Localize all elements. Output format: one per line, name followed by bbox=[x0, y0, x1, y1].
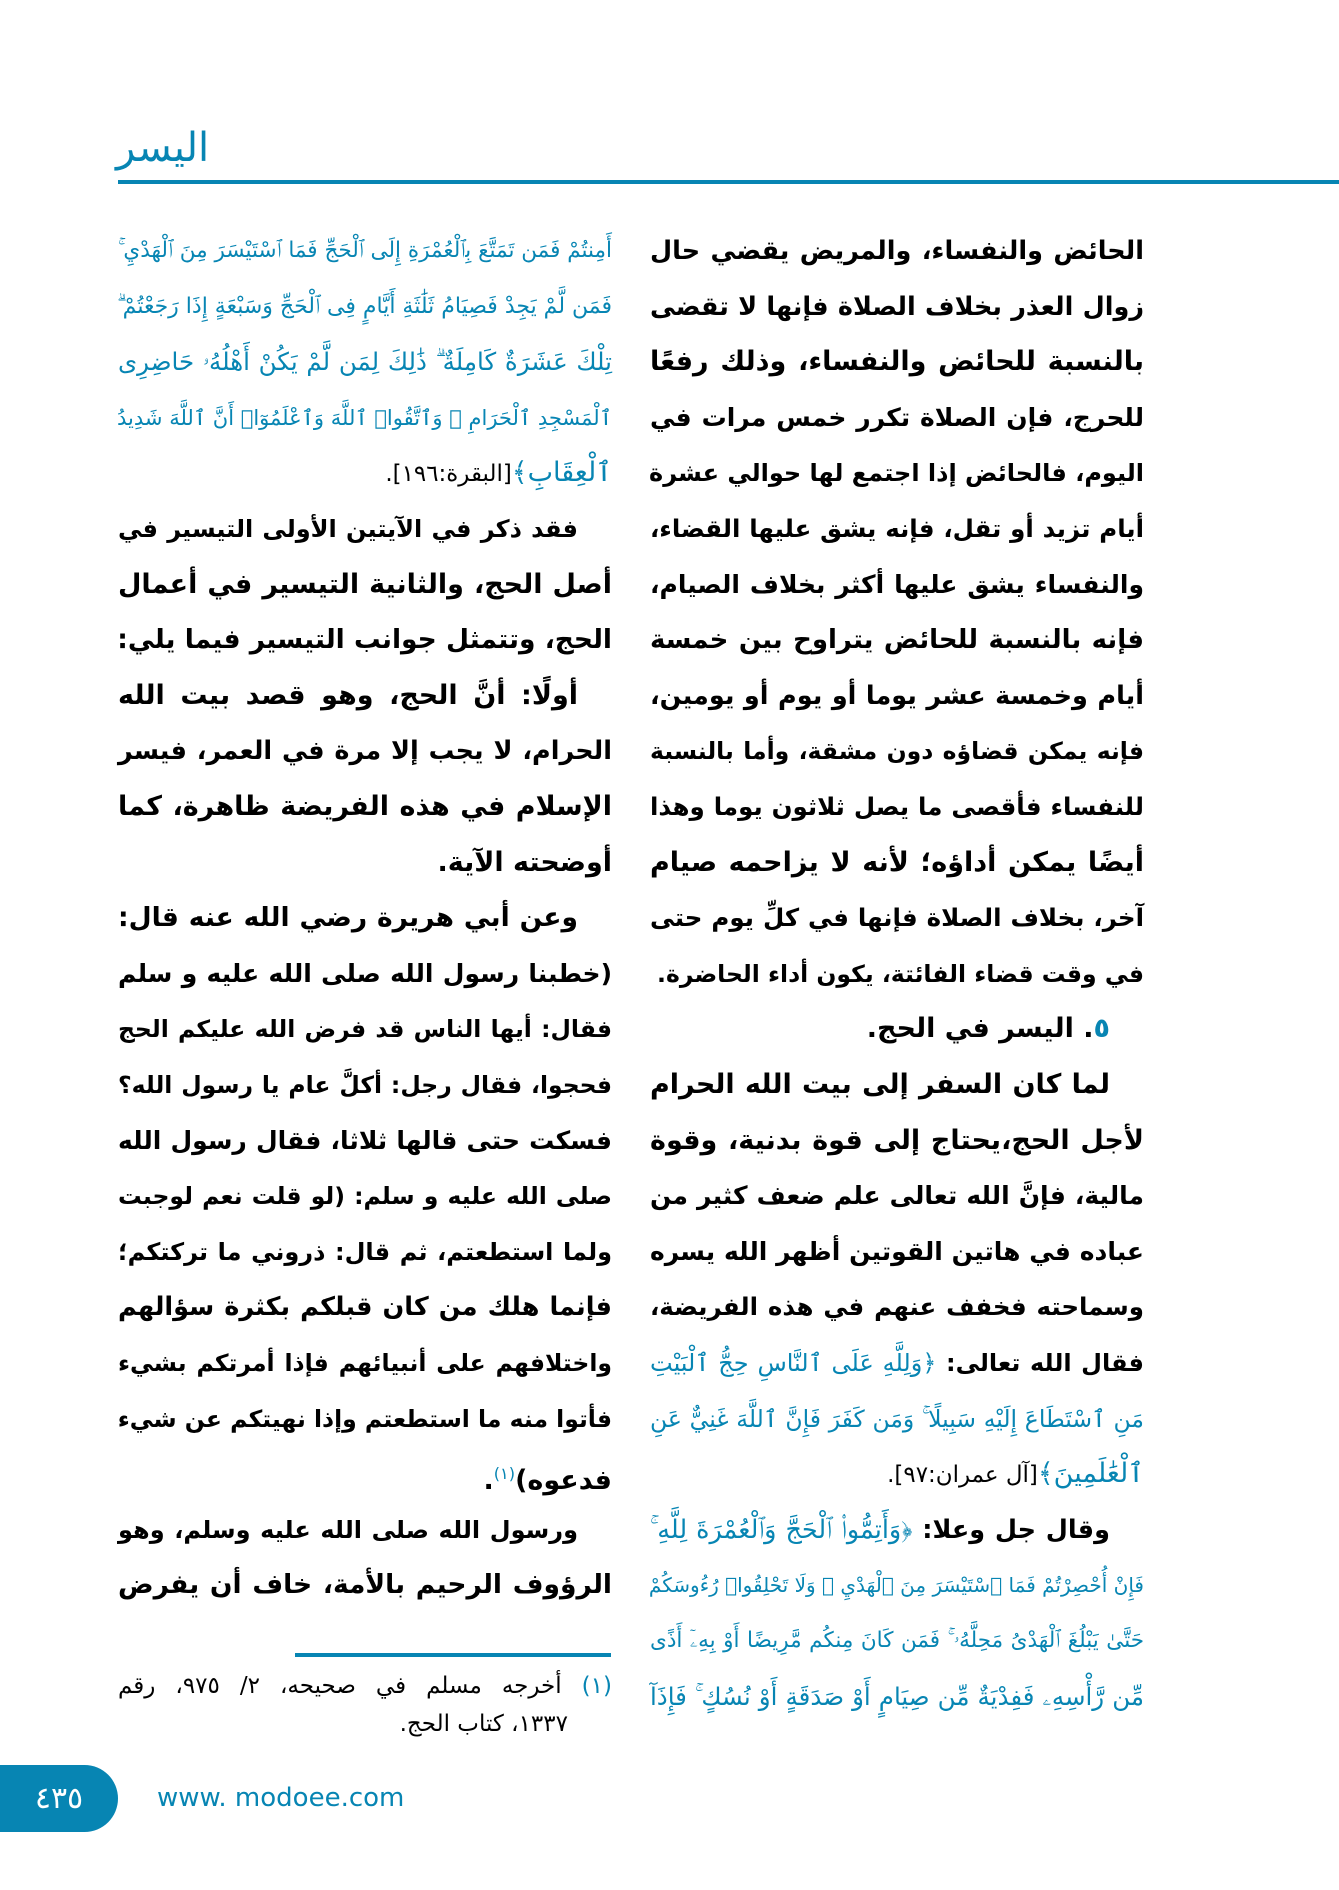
quran-verse: مِّن رَّأْسِهِۦ فَفِدْيَةٌ مِّن صِيَامٍ أَوْ صَدَقَةٍ أَوْ نُسُكٍ ۚ فَإِذَآ bbox=[650, 1681, 1144, 1711]
text-line bbox=[650, 1446, 1144, 1502]
body-text: لأجل الحج،يحتاج إلى قوة بدنية، وقوة bbox=[650, 1124, 1144, 1156]
body-text: لما كان السفر إلى بيت الله الحرام bbox=[650, 1069, 1110, 1100]
body-text: صلى الله عليه و سلم: (لو قلت نعم لوجبت bbox=[118, 1182, 612, 1211]
text-line bbox=[118, 1057, 612, 1113]
running-title: اليسر bbox=[116, 125, 210, 171]
body-text: أولًا: أنَّ الحج، وهو قصد بيت الله bbox=[118, 679, 578, 711]
text-line bbox=[118, 1168, 612, 1224]
body-text: للنفساء فأقصى ما يصل ثلاثون يوما وهذا bbox=[650, 792, 1144, 821]
body-text: بالنسبة للحائض والنفساء، وذلك رفعًا bbox=[650, 346, 1144, 378]
body-text: أصل الحج، والثانية التيسير في أعمال bbox=[118, 568, 612, 600]
text-line bbox=[650, 723, 1144, 779]
text-line bbox=[118, 779, 612, 835]
body-text: . bbox=[483, 1465, 494, 1497]
text-line bbox=[118, 890, 612, 946]
text-line bbox=[650, 223, 1144, 279]
footnote-separator bbox=[295, 1653, 611, 1657]
header-rule bbox=[118, 180, 1339, 184]
text-line bbox=[118, 1391, 612, 1447]
body-text: . اليسر في الحج. bbox=[866, 1013, 1094, 1045]
text-line bbox=[650, 1557, 1144, 1613]
body-text: فقد ذكر في الآيتين الأولى التيسير في bbox=[118, 515, 578, 543]
quran-verse: مَنِ ٱسْتَطَاعَ إِلَيْهِ سَبِيلًا ۚ وَمَن كَفَرَ فَإِنَّ ٱللَّهَ غَنِيٌّ عَنِ bbox=[650, 1404, 1144, 1433]
text-line bbox=[118, 1113, 612, 1169]
quran-verse: ﴿وَلِلَّهِ عَلَى ٱلنَّاسِ حِجُّ ٱلْبَيْتِ bbox=[650, 1349, 937, 1377]
body-text: فحجوا، فقال رجل: أكلَّ عام يا رسول الله؟ bbox=[118, 1071, 612, 1099]
body-text: الحائض والنفساء، والمريض يقضي حال bbox=[650, 236, 1144, 266]
body-text: في وقت قضاء الفائتة، يكون أداء الحاضرة. bbox=[657, 959, 1144, 988]
text-line bbox=[118, 223, 612, 279]
body-text: الحج، وتتمثل جوانب التيسير فيما يلي: bbox=[117, 624, 612, 656]
body-text: مالية، فإنَّ الله تعالى علم ضعف كثير من bbox=[650, 1181, 1144, 1211]
website-url: www. modoee.com bbox=[157, 1783, 405, 1813]
quran-verse: حَتَّىٰ يَبْلُغَ ٱلْهَدْىُ مَحِلَّهُۥ ۚ فَمَن كَانَ مِنكُم مَّرِيضًا أَوْ بِهِۦٓ أَذًى bbox=[650, 1628, 1144, 1653]
text-line bbox=[650, 1113, 1144, 1169]
text-line bbox=[650, 1391, 1144, 1447]
text-line bbox=[118, 390, 612, 446]
text-line bbox=[118, 1279, 612, 1335]
page-number: ٤٣٥ bbox=[34, 1781, 84, 1816]
body-text: أيام تزيد أو تقل، فإنه يشق عليها القضاء، bbox=[650, 514, 1144, 543]
body-text: الرؤوف الرحيم بالأمة، خاف أن يفرض bbox=[118, 1569, 612, 1601]
footnote-text: أخرجه مسلم في صحيحه، ٢/ ٩٧٥، رقم bbox=[118, 1673, 582, 1699]
text-line bbox=[650, 334, 1144, 390]
body-text: فإنه بالنسبة للحائض يتراوح بين خمسة bbox=[650, 625, 1144, 656]
body-text: فأتوا منه ما استطعتم وإذا نهيتكم عن شيء bbox=[117, 1404, 612, 1433]
body-text: فدعوه) bbox=[515, 1465, 612, 1497]
text-line bbox=[650, 1502, 1144, 1558]
quran-verse: ٱلْعَٰلَمِينَ﴾ bbox=[1037, 1458, 1144, 1490]
text-line bbox=[650, 501, 1144, 557]
body-text: وقال جل وعلا: bbox=[912, 1514, 1110, 1545]
body-text: (خطبنا رسول الله صلى الله عليه و سلم bbox=[118, 958, 612, 988]
body-text: فإنه يمكن قضاؤه دون مشقة، وأما بالنسبة bbox=[650, 737, 1144, 766]
text-line bbox=[118, 668, 612, 724]
body-text: وسماحته فخفف عنهم في هذه الفريضة، bbox=[650, 1292, 1144, 1322]
footnote-reference[interactable]: (١) bbox=[493, 1464, 516, 1484]
quran-verse: أَمِنتُمْ فَمَن تَمَتَّعَ بِٱلْعُمْرَةِ إِلَى ٱلْحَجِّ فَمَا ٱسْتَيْسَرَ مِنَ ٱلْهَدْيِ ۚ bbox=[118, 238, 612, 263]
body-text: فقال الله تعالى: bbox=[936, 1349, 1144, 1377]
quran-verse: فَإِنْ أُحْصِرْتُمْ فَمَا ٱسْتَيْسَرَ مِنَ ٱلْهَدْيِ ۖ وَلَا تَحْلِقُوا۟ رُءُوسَكُمْ bbox=[648, 1573, 1144, 1598]
section-heading bbox=[650, 1001, 1144, 1057]
body-text: أيضًا يمكن أداؤه؛ لأنه لا يزاحمه صيام bbox=[650, 846, 1144, 878]
footnote-marker: (١) bbox=[581, 1673, 612, 1699]
text-line bbox=[118, 1446, 612, 1502]
text-line bbox=[650, 612, 1144, 668]
text-line bbox=[118, 1557, 612, 1613]
text-line bbox=[118, 835, 612, 891]
verse-reference: [آل عمران:٩٧]. bbox=[887, 1462, 1038, 1489]
verse-reference: [البقرة:١٩٦]. bbox=[385, 461, 512, 488]
footnote bbox=[118, 1667, 612, 1705]
body-text: زوال العذر بخلاف الصلاة فإنها لا تقضى bbox=[650, 291, 1144, 322]
text-line bbox=[650, 835, 1144, 891]
body-text: فقال: أيها الناس قد فرض الله عليكم الحج bbox=[118, 1015, 612, 1044]
text-line bbox=[650, 390, 1144, 446]
body-text: آخر، بخلاف الصلاة فإنها في كلِّ يوم حتى bbox=[650, 903, 1144, 933]
body-text: الإسلام في هذه الفريضة ظاهرة، كما bbox=[118, 791, 612, 822]
body-text: الحرام، لا يجب إلا مرة في العمر، فيسر bbox=[118, 736, 612, 767]
text-line bbox=[650, 445, 1144, 501]
body-text: للحرج، فإن الصلاة تكرر خمس مرات في bbox=[650, 402, 1144, 432]
body-text: ورسول الله صلى الله عليه وسلم، وهو bbox=[118, 1515, 578, 1544]
text-line bbox=[118, 501, 612, 557]
body-text: أيام وخمسة عشر يوما أو يوم أو يومين، bbox=[650, 680, 1144, 711]
quran-verse: ﴿وَأَتِمُّوا۟ ٱلْحَجَّ وَٱلْعُمْرَةَ لِلَّهِ ۚ bbox=[650, 1514, 913, 1545]
body-text: وعن أبي هريرة رضي الله عنه قال: bbox=[118, 902, 578, 934]
quran-verse: فَمَن لَّمْ يَجِدْ فَصِيَامُ ثَلَٰثَةِ أَيَّامٍ فِى ٱلْحَجِّ وَسَبْعَةٍ إِذَا رَجَعْتُمْ ۗ bbox=[117, 293, 612, 319]
text-line bbox=[118, 612, 612, 668]
quran-verse: ٱلْعِقَابِ﴾ bbox=[511, 457, 612, 489]
text-line bbox=[650, 1335, 1144, 1391]
text-line bbox=[118, 1335, 612, 1391]
body-text: والنفساء يشق عليها أكثر بخلاف الصيام، bbox=[650, 569, 1144, 599]
text-line bbox=[118, 445, 612, 501]
quran-verse: تِلْكَ عَشَرَةٌ كَامِلَةٌ ۗ ذَٰلِكَ لِمَن لَّمْ يَكُنْ أَهْلُهُۥ حَاضِرِى bbox=[118, 347, 612, 377]
body-text: اليوم، فالحائض إذا اجتمع لها حوالي عشرة bbox=[649, 459, 1144, 488]
text-line bbox=[118, 1001, 612, 1057]
text-line bbox=[118, 1502, 612, 1558]
body-text: فإنما هلك من كان قبلكم بكثرة سؤالهم bbox=[118, 1292, 612, 1323]
text-line bbox=[650, 779, 1144, 835]
page-number-tab bbox=[0, 1765, 118, 1832]
text-line bbox=[650, 1057, 1144, 1113]
text-line bbox=[650, 1168, 1144, 1224]
text-line bbox=[118, 946, 612, 1002]
body-text: واختلافهم على أنبيائهم فإذا أمرتكم بشيء bbox=[118, 1349, 612, 1377]
section-number: ٥ bbox=[1093, 1013, 1110, 1045]
body-text: عباده في هاتين القوتين أظهر الله يسره bbox=[650, 1236, 1144, 1266]
text-line bbox=[118, 557, 612, 613]
text-line bbox=[650, 1669, 1144, 1725]
text-line bbox=[650, 946, 1144, 1002]
text-line bbox=[650, 1613, 1144, 1669]
text-line bbox=[118, 723, 612, 779]
footnote-continuation: ١٣٣٧، كتاب الحج. bbox=[399, 1711, 568, 1737]
text-line bbox=[650, 890, 1144, 946]
quran-verse: ٱلْمَسْجِدِ ٱلْحَرَامِ ۚ وَٱتَّقُوا۟ ٱللَّهَ وَٱعْلَمُوٓا۟ أَنَّ ٱللَّهَ شَدِيدُ bbox=[117, 405, 612, 430]
body-text: فسكت حتى قالها ثلاثا، فقال رسول الله bbox=[118, 1125, 612, 1155]
text-line bbox=[650, 1224, 1144, 1280]
text-line bbox=[650, 557, 1144, 613]
body-text: ولما استطعتم، ثم قال: ذروني ما تركتكم؛ bbox=[118, 1237, 612, 1266]
text-line bbox=[650, 279, 1144, 335]
text-line bbox=[118, 334, 612, 390]
body-text: أوضحته الآية. bbox=[437, 846, 612, 878]
text-line bbox=[118, 279, 612, 335]
text-line bbox=[650, 1279, 1144, 1335]
text-line bbox=[650, 668, 1144, 724]
text-line bbox=[118, 1224, 612, 1280]
